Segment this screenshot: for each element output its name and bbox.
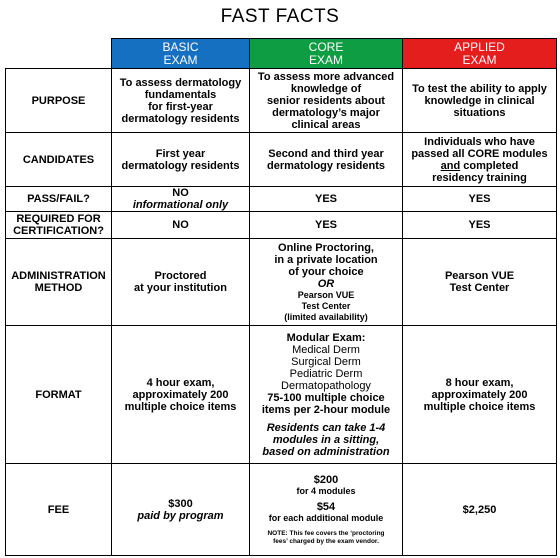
candidates-applied: Individuals who have passed all CORE modules and completed residency training bbox=[403, 133, 557, 187]
page-title: FAST FACTS bbox=[220, 6, 340, 27]
purpose-applied: To test the ability to apply knowledge in clinical situations bbox=[403, 69, 557, 133]
format-core: Modular Exam: Medical Derm Surgical Derm Pediatric Derm Dermatopathology 75-100 multiple choice items per 2-hour module Residents can take 1-4 modules in a sitting, based on administration bbox=[250, 326, 403, 464]
format-label: FORMAT bbox=[6, 326, 112, 464]
administration-row bbox=[6, 239, 557, 326]
administration-applied: Pearson VUE Test Center bbox=[403, 239, 557, 326]
format-applied: 8 hour exam, approximately 200 multiple choice items bbox=[403, 326, 557, 464]
required-basic: NO bbox=[112, 212, 250, 239]
required-applied: YES bbox=[403, 212, 557, 239]
candidates-basic: First year dermatology residents bbox=[112, 133, 250, 187]
passfail-label: PASS/FAIL? bbox=[6, 187, 112, 212]
fee-core: $200 for 4 modules $54 for each additional module NOTE: This fee covers the ‘proctoring fees’ charged by the exam vendor. bbox=[250, 464, 403, 556]
passfail-core: YES bbox=[250, 187, 403, 212]
administration-label: ADMINISTRATION METHOD bbox=[6, 239, 112, 326]
format-basic: 4 hour exam, approximately 200 multiple choice items bbox=[112, 326, 250, 464]
required-row bbox=[6, 212, 557, 239]
purpose-row bbox=[6, 69, 557, 133]
required-core: YES bbox=[250, 212, 403, 239]
passfail-applied: YES bbox=[403, 187, 557, 212]
passfail-basic: NO informational only bbox=[112, 187, 250, 212]
format-row bbox=[6, 326, 557, 464]
fee-applied: $2,250 bbox=[403, 464, 557, 556]
purpose-core: To assess more advanced knowledge of senior residents about dermatology’s major clinical areas bbox=[250, 69, 403, 133]
passfail-row bbox=[6, 187, 557, 212]
purpose-basic: To assess dermatology fundamentals for first-year dermatology residents bbox=[112, 69, 250, 133]
fee-label: FEE bbox=[6, 464, 112, 556]
header-row bbox=[6, 39, 557, 69]
fast-facts-table bbox=[5, 38, 557, 556]
fee-basic: $300 paid by program bbox=[112, 464, 250, 556]
candidates-core: Second and third year dermatology residents bbox=[250, 133, 403, 187]
administration-core: Online Proctoring, in a private location of your choice OR Pearson VUE Test Center (limited availability) bbox=[250, 239, 403, 326]
applied-exam-header: APPLIED EXAM bbox=[403, 39, 557, 69]
administration-basic: Proctored at your institution bbox=[112, 239, 250, 326]
core-exam-header: CORE EXAM bbox=[250, 39, 403, 69]
purpose-label: PURPOSE bbox=[6, 69, 112, 133]
corner-cell bbox=[6, 39, 112, 69]
basic-exam-header: BASIC EXAM bbox=[112, 39, 250, 69]
required-label: REQUIRED FOR CERTIFICATION? bbox=[6, 212, 112, 239]
fee-row bbox=[6, 464, 557, 556]
candidates-label: CANDIDATES bbox=[6, 133, 112, 187]
candidates-row bbox=[6, 133, 557, 187]
